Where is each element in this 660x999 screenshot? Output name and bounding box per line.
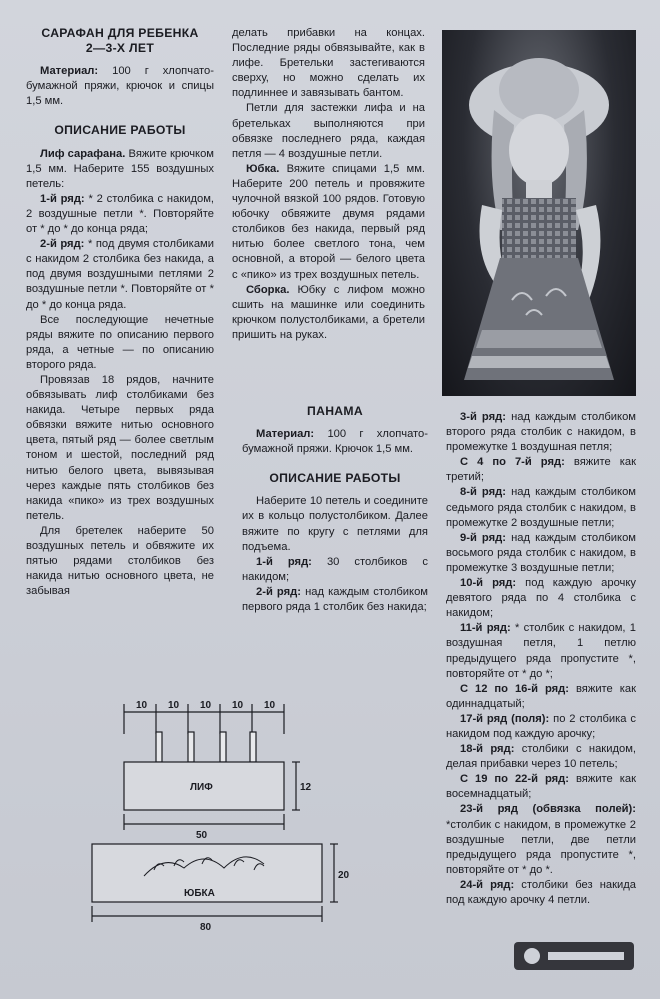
panama-row1-text: 30 столбиков с накидом; xyxy=(242,555,428,583)
hat-row11-text: * столбик с накидом, 1 воздушная петля, 1 петлю предыдущего ряда пропустите *, повторяйте от * до *; xyxy=(446,622,637,680)
hat-row8-text: над каждым столбиком седьмого ряда столбик с накидом, в промежутке 2 воздушные петли; xyxy=(446,486,636,529)
row1-paragraph xyxy=(26,192,214,237)
panama-row2-text: над каждым столбиком первого ряда 1 столбик без накида; xyxy=(242,585,428,614)
hat-row12-16-text: вяжите как одиннадцатый; xyxy=(446,682,636,710)
bodice-paragraph xyxy=(26,147,214,192)
row1-label: 1-й ряд: xyxy=(40,192,85,205)
pattern-diagram-svg xyxy=(84,694,384,934)
hat-row4-7 xyxy=(446,455,636,485)
hat-row8-label: 8-й ряд: xyxy=(460,486,506,499)
assembly-paragraph xyxy=(232,283,425,343)
loops-paragraph: Петли для застежки лифа и на бретельках выполняются при обвязке последнего ряда, каждая петля — 4 воздушные петли. xyxy=(232,102,425,160)
panama-row1-label: 1-й ряд: xyxy=(256,555,312,568)
hat-row17 xyxy=(446,712,636,742)
row2-label: 2-й ряд: xyxy=(40,238,85,251)
panama-heading: ПАНАМА xyxy=(307,404,363,418)
skirt-diagram-label: ЮБКА xyxy=(184,888,215,899)
hat-row10-text: под каждую арочку девятого ряда по 4 столбика с накидом; xyxy=(446,577,636,620)
hat-row9-label: 9-й ряд: xyxy=(460,531,506,544)
magazine-logo xyxy=(508,936,640,976)
material-text: 100 г хлопчато-бумажной пряжи, крючок и спицы 1,5 мм. xyxy=(26,65,214,108)
material-label: Материал: xyxy=(40,65,99,78)
panama-material-text: 100 г хлопчато-бумажной пряжи. Крючок 1,5 мм. xyxy=(242,428,429,456)
assembly-text: Юбку с лифом можно сшить на машинке или соединить крючком полустолбиками, а бретели пришить на руках. xyxy=(232,283,425,341)
article-title-line-1: САРАФАН ДЛЯ РЕБЕНКА xyxy=(41,26,199,40)
odd-rows-paragraph: Все последующие нечетные ряды вяжите по описанию первого ряда, а четные — по описанию второго ряда. xyxy=(26,313,214,371)
hat-row23 xyxy=(446,802,636,877)
dim-top-2: 10 xyxy=(168,700,180,711)
hat-row10-label: 10-й ряд: xyxy=(460,577,517,590)
hat-row23-label: 23-й ряд (обвязка полей): xyxy=(460,803,636,816)
hat-row12-16-label: С 12 по 16-й ряд: xyxy=(460,682,569,695)
bodice-diagram-label: ЛИФ xyxy=(190,782,213,793)
hat-row17-text: по 2 столбика с накидом под каждую арочку; xyxy=(446,712,636,740)
panama-material-label: Материал: xyxy=(256,428,315,441)
panama-row2-paragraph xyxy=(242,585,428,615)
right-column xyxy=(446,410,636,908)
row2-paragraph xyxy=(26,237,214,312)
skirt-width-label: 80 xyxy=(200,922,212,933)
hat-row8 xyxy=(446,485,636,530)
hat-row9 xyxy=(446,531,636,576)
hat-row18-text: столбики с накидом, делая прибавки через 10 петель; xyxy=(446,743,636,771)
left-column xyxy=(26,26,214,599)
hat-row3 xyxy=(446,410,636,455)
hat-row24-text: столбики без накида под каждую арочку 4 петли. xyxy=(446,878,637,906)
article-title-line-2: 2—3-Х ЛЕТ xyxy=(85,41,155,56)
hat-row11 xyxy=(446,621,636,681)
skirt-label: Юбка. xyxy=(246,162,280,175)
row1-text: * 2 столбика с накидом, 2 воздушные петли *. Повторяйте от * до * до конца ряда; xyxy=(26,192,215,236)
skirt-stripe-1 xyxy=(476,330,602,348)
hat-row18-label: 18-й ряд: xyxy=(460,743,515,756)
dim-top-3: 10 xyxy=(200,700,212,711)
hat-row10 xyxy=(446,576,636,621)
assembly-label: Сборка. xyxy=(246,283,290,296)
pattern-diagram xyxy=(84,694,384,934)
face xyxy=(509,114,569,186)
hat-row24 xyxy=(446,878,636,908)
bodice-pattern xyxy=(502,198,576,260)
dim-top-5: 10 xyxy=(264,700,276,711)
straps-paragraph: Для бретелек наберите 50 воздушных петель и обвяжите их пятью рядами столбиков без накида нитью основного цвета, не забывая xyxy=(26,524,214,598)
bodice-width-label: 50 xyxy=(196,830,208,841)
magazine-logo-svg xyxy=(508,936,640,976)
bodice-text: Вяжите крючком 1,5 мм. Наберите 155 воздушных петель: xyxy=(26,147,214,190)
panama-column xyxy=(242,404,428,615)
skirt-text: Вяжите спицами 1,5 мм. Наберите 200 петель и провяжите чулочной вязкой 100 рядов. Готовую юбочку обвяжите двумя рядами столбиков без накида, первый ряд нитью более светлого тона, чем основной, а второй — белого цвета с «пико» из трех воздушных петель. xyxy=(232,162,425,281)
hat-row12-16 xyxy=(446,682,636,712)
bodice-height-label: 12 xyxy=(300,782,312,793)
skirt-stripe-2 xyxy=(468,356,610,368)
work-heading: ОПИСАНИЕ РАБОТЫ xyxy=(54,123,186,138)
hat-row11-label: 11-й ряд: xyxy=(460,622,511,635)
panama-row2-label: 2-й ряд: xyxy=(256,585,301,598)
hat-row17-label: 17-й ряд (поля): xyxy=(460,712,550,725)
edging-paragraph: Провязав 18 рядов, начните обвязывать лиф столбиками без накида. Четыре первых ряда обвязки вяжите нитью основного цвета, пятый ряд — более светлым тоном и шестой, последний ряд нитью белого цвета, вывязывая через каждые пять столбиков без накида «пико» из трех воздушных петель. xyxy=(26,373,214,522)
hat-row19-22-label: С 19 по 22-й ряд: xyxy=(460,773,569,786)
hat-row24-label: 24-й ряд: xyxy=(460,878,515,891)
panama-work-heading: ОПИСАНИЕ РАБОТЫ xyxy=(269,471,401,486)
dim-top-4: 10 xyxy=(232,700,244,711)
hat-row19-22-text: вяжите как восемнадцатый; xyxy=(446,773,636,801)
panama-material-paragraph xyxy=(242,427,428,457)
hat-row3-label: 3-й ряд: xyxy=(460,411,506,423)
skirt-paragraph xyxy=(232,162,425,283)
straps-continued-paragraph: делать прибавки на концах. Последние ряды обвязывайте, как в лифе. Бретельки застегиваются сверху, но можно сделать их подлиннее и завязывать бантом. xyxy=(232,27,425,100)
hat-row19-22 xyxy=(446,772,636,802)
child-photo-illustration xyxy=(442,30,636,396)
hat-row18 xyxy=(446,742,636,772)
middle-column xyxy=(232,26,425,343)
material-paragraph xyxy=(26,64,214,109)
hat-row4-7-text: вяжите как третий; xyxy=(446,456,636,484)
panama-intro-paragraph: Наберите 10 петель и соедините их в кольцо полустолбиком. Далее вяжите по кругу с петлями для подъема. xyxy=(242,495,428,553)
hat-row3-text: над каждым столбиком второго ряда столбик с накидом, в промежутке 1 воздушная петля; xyxy=(446,411,636,454)
skirt-height-label: 20 xyxy=(338,870,350,881)
hat-row23-text: *столбик с накидом, в промежутке 2 воздушные петли, две петли предыдущего ряда пропустите *, повторяйте от * до *. xyxy=(446,818,636,876)
hat-row9-text: над каждым столбиком восьмого ряда столбик с накидом, в промежутке 3 воздушные петли; xyxy=(446,531,636,574)
hat-row4-7-label: С 4 по 7-й ряд: xyxy=(460,456,565,469)
panama-row1-paragraph xyxy=(242,555,428,585)
hat-crown xyxy=(499,58,579,122)
bodice-label: Лиф сарафана. xyxy=(40,147,126,160)
child-photo xyxy=(442,30,636,396)
row2-text: * под двумя столбиками с накидом 2 столбика без накида, а под двумя воздушными петлями 2 воздушные петли *. Повторяйте от * до * до конца ряда. xyxy=(26,238,214,311)
dim-top-1: 10 xyxy=(136,700,148,711)
